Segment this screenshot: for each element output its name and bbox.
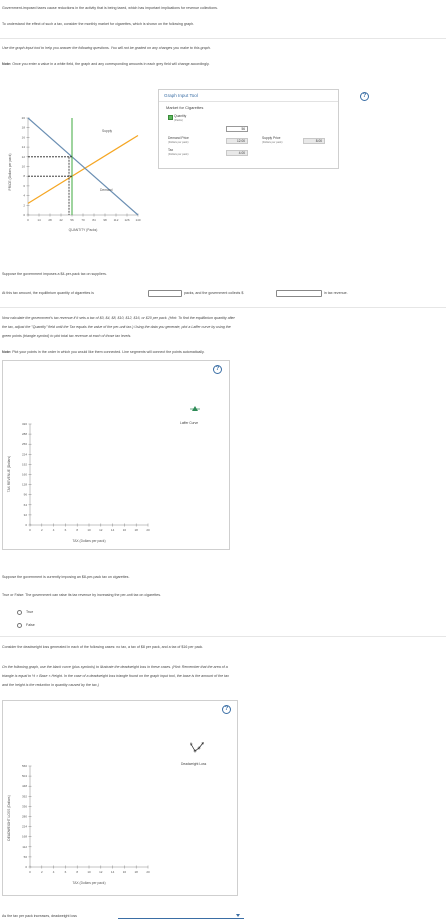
demand-curve-label: Demand (100, 188, 113, 192)
laffer-y-tick-label: 256 (21, 442, 27, 447)
radio-true-label: True (26, 610, 34, 614)
laffer-x-tick-label: 16 (122, 528, 127, 532)
q1-text-1: Suppose the government imposes a $4-per-pack tax on suppliers. (2, 272, 107, 276)
dwl-x-tick-label: 8 (76, 870, 79, 874)
intro-note (2, 62, 210, 67)
q1-text-2a: At this tax amount, the equilibrium quantity of cigarettes is (2, 291, 94, 295)
note-label: Note: (2, 350, 12, 354)
input-tool-subtitle: Market for Cigarettes (166, 105, 204, 110)
laffer-y-tick-label: 32 (23, 512, 27, 517)
market-x-tick-label: 0 (27, 218, 29, 222)
dwl-x-tick-label: 4 (52, 870, 55, 874)
supply-price-unit: (Dollars per pack) (262, 141, 283, 144)
market-x-tick-label: 84 (92, 218, 96, 222)
laffer-x-tick-label: 14 (110, 528, 115, 532)
deadweight-loss-tool-icon[interactable] (190, 742, 204, 754)
market-y-tick-label: 4 (23, 193, 25, 198)
dwl-x-tick-label: 2 (40, 870, 43, 874)
laffer-y-tick-label: 160 (21, 472, 27, 477)
radio-false[interactable] (17, 623, 22, 628)
quantity-input[interactable]: 56 (226, 126, 248, 132)
dwl-y-tick-label: 448 (21, 784, 27, 789)
laffer-graph[interactable] (2, 418, 162, 546)
market-y-tick-label: 0 (23, 213, 25, 217)
help-icon-laffer[interactable]: ? (213, 365, 222, 374)
laffer-x-tick-label: 0 (29, 528, 31, 532)
market-y-tick-label: 14 (21, 145, 25, 150)
intro-line-1: Government-imposed taxes cause reductions in the activity that is being taxed, which has important implications for revenue collections. (2, 6, 218, 10)
intro-line-3: Use the graph input tool to help you answer the following questions. You will not be graded on any changes you make to this graph. (2, 46, 211, 50)
market-y-tick-label: 12 (21, 154, 25, 159)
laffer-x-tick-label: 2 (40, 528, 43, 532)
dwl-y-tick-label: 336 (21, 804, 27, 809)
q2-note (2, 350, 205, 355)
demand-curve (28, 118, 138, 215)
dwl-y-tick-label: 0 (25, 865, 27, 869)
laffer-x-axis-label: TAX (Dollars per pack) (72, 539, 106, 543)
dwl-x-axis-label: TAX (Dollars per pack) (72, 881, 106, 885)
laffer-x-tick-label: 18 (134, 528, 138, 532)
deadweight-loss-legend: Deadweight Loss (181, 762, 207, 766)
radio-false-label: False (26, 623, 35, 627)
laffer-y-axis-label: TAX REVENUE (Dollars) (7, 455, 11, 493)
tax-revenue-input[interactable] (276, 290, 322, 297)
dwl-y-tick-label: 504 (21, 774, 27, 779)
market-y-tick-label: 16 (21, 135, 25, 140)
help-icon-market[interactable]: ? (360, 92, 369, 101)
market-x-tick-label: 112 (113, 218, 119, 222)
laffer-y-tick-label: 0 (25, 523, 27, 527)
q2-line-1: Now calculate the government's tax revenue if it sets a tax of $0, $4, $8, $10, $12, $16, or $20 per pack. (Hint: To find the equilibrium quantity after (2, 316, 235, 320)
market-x-tick-label: 126 (124, 218, 130, 222)
laffer-curve-tool-icon[interactable] (190, 405, 200, 413)
divider (0, 38, 446, 39)
laffer-y-tick-label: 192 (21, 462, 27, 467)
dwl-y-tick-label: 168 (21, 834, 27, 839)
q3-text-2: True or False: The government can raise its tax revenue by increasing the per-unit tax on cigarettes. (2, 593, 162, 597)
dwl-y-tick-label: 280 (21, 814, 27, 819)
laffer-y-tick-label: 64 (23, 502, 27, 507)
q5-text: As the tax per pack increases, deadweight loss (2, 914, 77, 918)
tax-unit: (Dollars per pack) (168, 153, 189, 156)
dwl-x-tick-label: 0 (29, 870, 31, 874)
dwl-y-axis-label: DEADWEIGHT LOSS (Dollars) (7, 795, 11, 841)
q4-line-2: triangle is equal to ½ × Base × Height. In the case of a deadweight loss triangle found on the graph input tool, the base is the amount of the tax (2, 674, 229, 678)
dwl-x-tick-label: 20 (146, 870, 150, 874)
laffer-y-tick-label: 128 (21, 482, 27, 487)
tax-label: Tax (168, 148, 174, 152)
laffer-y-tick-label: 320 (21, 422, 27, 426)
supply-curve-label: Supply (102, 129, 113, 133)
divider (0, 636, 446, 637)
deadweight-loss-graph[interactable] (2, 760, 162, 888)
laffer-x-tick-label: 12 (99, 528, 103, 532)
dwl-x-tick-label: 18 (134, 870, 138, 874)
note-text: Plot your points in the order in which you would like them connected. Line segments will connect the points automatically. (12, 350, 205, 354)
q2-line-3: green points (triangle symbol) to plot total tax revenue at each of those tax levels. (2, 334, 132, 338)
intro-line-2: To understand the effect of such a tax, consider the monthly market for cigarettes, which is shown on the following graph. (2, 22, 195, 26)
graph-input-tool (158, 89, 339, 169)
laffer-x-tick-label: 20 (146, 528, 150, 532)
quantity-label: Quantity (174, 114, 187, 118)
dwl-x-tick-label: 16 (122, 870, 127, 874)
market-y-tick-label: 20 (21, 116, 25, 120)
supply-price-label: Supply Price (262, 136, 281, 140)
laffer-curve-legend: Laffer Curve (180, 421, 199, 425)
radio-true[interactable] (17, 610, 22, 615)
laffer-x-tick-label: 10 (87, 528, 91, 532)
q2-line-2: the tax, adjust the "Quantity" field until the Tax equals the value of the per-unit tax.) Using the data you generate, plot a Laffer curve by using the (2, 325, 231, 329)
note-text: Once you enter a value in a white field, the graph and any corresponding amounts in each grey field will change accordingly. (12, 62, 210, 66)
laffer-x-tick-label: 8 (76, 528, 79, 532)
q1-text-2b: packs, and the government collects $ (184, 291, 244, 295)
laffer-y-tick-label: 224 (21, 452, 27, 457)
tax-field: 4.00 (226, 150, 248, 156)
demand-price-field: 12.00 (226, 138, 248, 144)
market-y-axis-label: PRICE (Dollars per pack) (8, 153, 12, 191)
market-x-tick-label: 42 (59, 218, 63, 222)
divider (0, 307, 446, 308)
market-y-tick-label: 8 (23, 174, 25, 179)
demand-price-unit: (Dollars per pack) (168, 141, 189, 144)
market-graph[interactable] (2, 110, 152, 235)
q1-text-2c: in tax revenue. (324, 291, 348, 295)
laffer-y-tick-label: 96 (23, 492, 27, 497)
quantity-unit: (Packs) (174, 119, 183, 122)
dwl-y-tick-label: 560 (21, 764, 27, 768)
q4-line-3: and the height is the reduction in quantity caused by the tax.) (2, 683, 99, 687)
dwl-y-tick-label: 224 (21, 824, 27, 829)
market-x-axis-label: QUANTITY (Packs) (68, 228, 98, 232)
supply-curve (28, 135, 138, 203)
market-x-tick-label: 28 (48, 218, 52, 222)
equilibrium-quantity-input[interactable] (148, 290, 182, 297)
help-icon-dwl[interactable]: ? (222, 705, 231, 714)
market-x-tick-label: 56 (70, 218, 74, 222)
laffer-y-tick-label: 288 (21, 432, 27, 437)
dwl-x-tick-label: 10 (87, 870, 91, 874)
q4-line-1: On the following graph, use the black curve (plus symbols) to illustrate the deadweight loss in these cases. (Hint: Remember that the area of a (2, 665, 228, 669)
q4-text-1: Consider the deadweight loss generated in each of the following cases: no tax, a tax of $8 per pack, and a tax of $16 per pack. (2, 645, 204, 649)
market-y-tick-label: 2 (23, 203, 25, 208)
input-tool-title: Graph Input Tool (164, 93, 198, 98)
dwl-y-tick-label: 392 (21, 794, 27, 799)
dwl-y-tick-label: 112 (22, 844, 27, 849)
q3-text-1: Suppose the government is currently imposing an $8-per-pack tax on cigarettes. (2, 575, 130, 579)
market-y-tick-label: 6 (23, 183, 25, 188)
supply-price-field: 8.00 (303, 138, 325, 144)
dwl-x-tick-label: 6 (64, 870, 67, 874)
market-x-tick-label: 70 (81, 218, 85, 222)
laffer-x-tick-label: 4 (52, 528, 55, 532)
market-x-tick-label: 140 (135, 218, 141, 222)
market-y-tick-label: 18 (21, 125, 25, 130)
deadweight-loss-dropdown[interactable] (118, 913, 244, 919)
note-label: Note: (2, 62, 12, 66)
title-divider (159, 101, 338, 102)
dwl-y-tick-label: 56 (23, 854, 27, 859)
laffer-x-tick-label: 6 (64, 528, 67, 532)
quantity-icon (168, 115, 173, 120)
dwl-x-tick-label: 14 (110, 870, 115, 874)
chevron-down-icon (236, 914, 240, 917)
market-y-tick-label: 10 (21, 164, 25, 169)
market-x-tick-label: 14 (37, 218, 41, 222)
demand-price-label: Demand Price (168, 136, 189, 140)
market-x-tick-label: 98 (103, 218, 107, 222)
dwl-x-tick-label: 12 (99, 870, 103, 874)
